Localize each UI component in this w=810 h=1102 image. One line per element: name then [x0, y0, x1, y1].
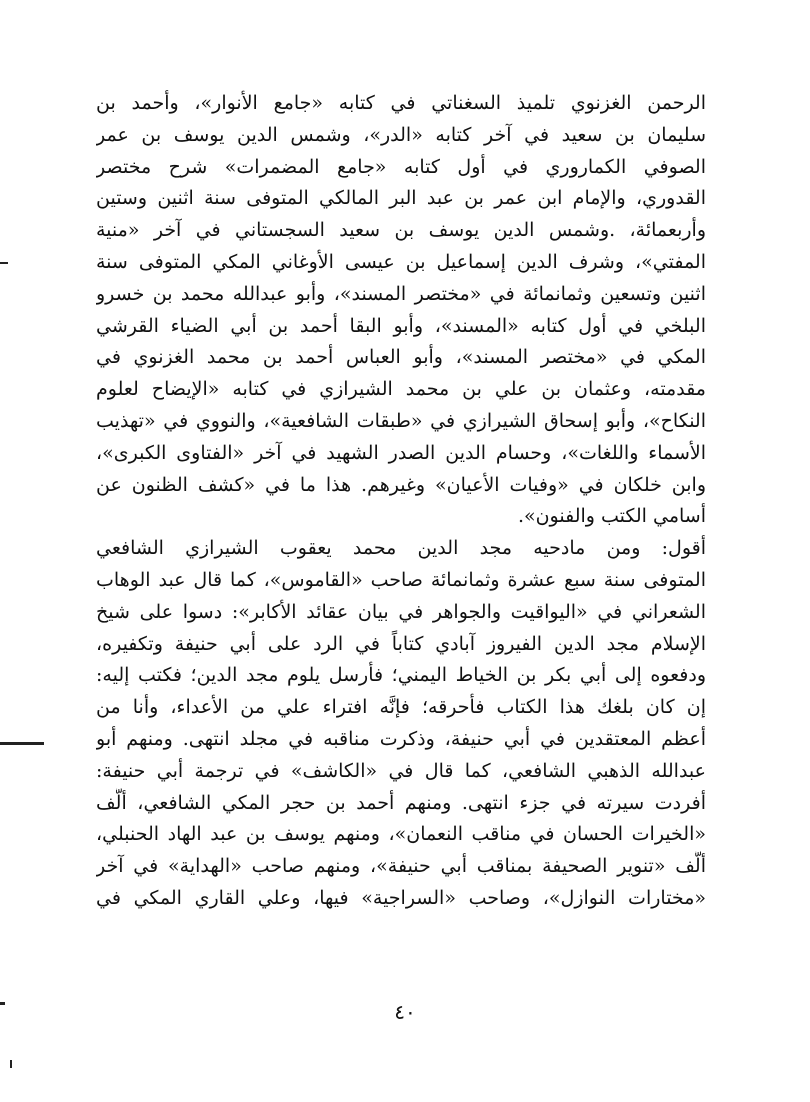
text-line: الرحمن الغزنوي تلميذ السغناتي في كتابه «جامع الأنوار»، وأحمد بن [96, 92, 706, 114]
text-line: المتوفى سنة سبع عشرة وثمانمائة صاحب «القاموس»، كما قال عبد الوهاب [96, 568, 706, 591]
text-line: اثنين وتسعين وثمانمائة في «مختصر المسند»، وأبو عبدالله محمد بن خسرو [96, 282, 706, 305]
text-line: سليمان بن سعيد في آخر كتابه «الدر»، وشمس الدين يوسف بن عمر [96, 123, 706, 146]
text-line: عبدالله الذهبي الشافعي، كما قال في «الكاشف» في ترجمة أبي حنيفة: [96, 759, 706, 782]
text-line: المفتي»، وشرف الدين إسماعيل بن عيسى الأوغاني المكي المتوفى سنة [96, 250, 706, 273]
text-line: وابن خلكان في «وفيات الأعيان» وغيرهم. هذا ما في «كشف الظنون عن [96, 473, 706, 496]
body-text [96, 88, 706, 915]
text-line: الشعراني في «اليواقيت والجواهر في بيان عقائد الأكابر»: دسوا على شيخ [96, 600, 706, 623]
text-line: الصوفي الكماروري في أول كتابه «جامع المضمرات» شرح مختصر [96, 155, 706, 178]
text-line: المكي في «مختصر المسند»، وأبو العباس أحمد بن محمد الغزنوي في [96, 346, 706, 369]
text-line: النكاح»، وأبو إسحاق الشيرازي في «طبقات الشافعية»، والنووي في «تهذيب [96, 409, 706, 432]
text-line: «الخيرات الحسان في مناقب النعمان»، ومنهم يوسف بن عبد الهاد الحنبلي، [96, 823, 706, 846]
text-line: ودفعوه إلى أبي بكر بن الخياط اليمني؛ فأرسل يلوم مجد الدين؛ فكتب إليه: [96, 664, 706, 687]
text-line: أفردت سيرته في جزء انتهى. ومنهم أحمد بن حجر المكي الشافعي، ألَّف [96, 791, 706, 814]
scan-artifact [0, 262, 8, 264]
text-line: الأسماء واللغات»، وحسام الدين الصدر الشهيد في آخر «الفتاوى الكبرى»، [96, 441, 706, 464]
text-line: الإسلام مجد الدين الفيروز آبادي كتاباً في الرد على أبي حنيفة وتكفيره، [96, 632, 706, 655]
text-line: وأربعمائة، .وشمس الدين يوسف بن سعيد السجستاني في آخر «منية [96, 219, 706, 242]
text-line: ألَّف «تنوير الصحيفة بمناقب أبي حنيفة»، ومنهم صاحب «الهداية» في آخر [96, 855, 706, 878]
text-line: البلخي في أول كتابه «المسند»، وأبو البقا أحمد بن أبي الضياء القرشي [96, 314, 706, 337]
page-number: ٤٠ [394, 1000, 416, 1024]
text-line: «مختارات النوازل»، وصاحب «السراجية» فيها، وعلي القاري المكي في [96, 886, 706, 909]
scan-artifact [0, 1002, 5, 1005]
scan-artifact [10, 1060, 12, 1068]
text-line: القدوري، والإمام ابن عمر بن عبد البر المالكي المتوفى سنة اثنين وستين [96, 187, 706, 210]
text-line: أقول: ومن مادحيه مجد الدين محمد يعقوب الشيرازي الشافعي [96, 537, 706, 560]
paragraph-end-line: أسامي الكتب والفنون». [517, 505, 706, 528]
text-line: مقدمته، وعثمان بن علي بن محمد الشيرازي في كتابه «الإيضاح لعلوم [96, 378, 706, 401]
text-line: أعظم المعتقدين في أبي حنيفة، وذكرت مناقبه في مجلد انتهى. ومنهم أبو [96, 727, 706, 750]
text-line: إن كان بلغك هذا الكتاب فأحرقه؛ فإنَّه افتراء علي من الأعداء، وأنا من [96, 696, 706, 719]
scan-artifact [0, 742, 44, 745]
